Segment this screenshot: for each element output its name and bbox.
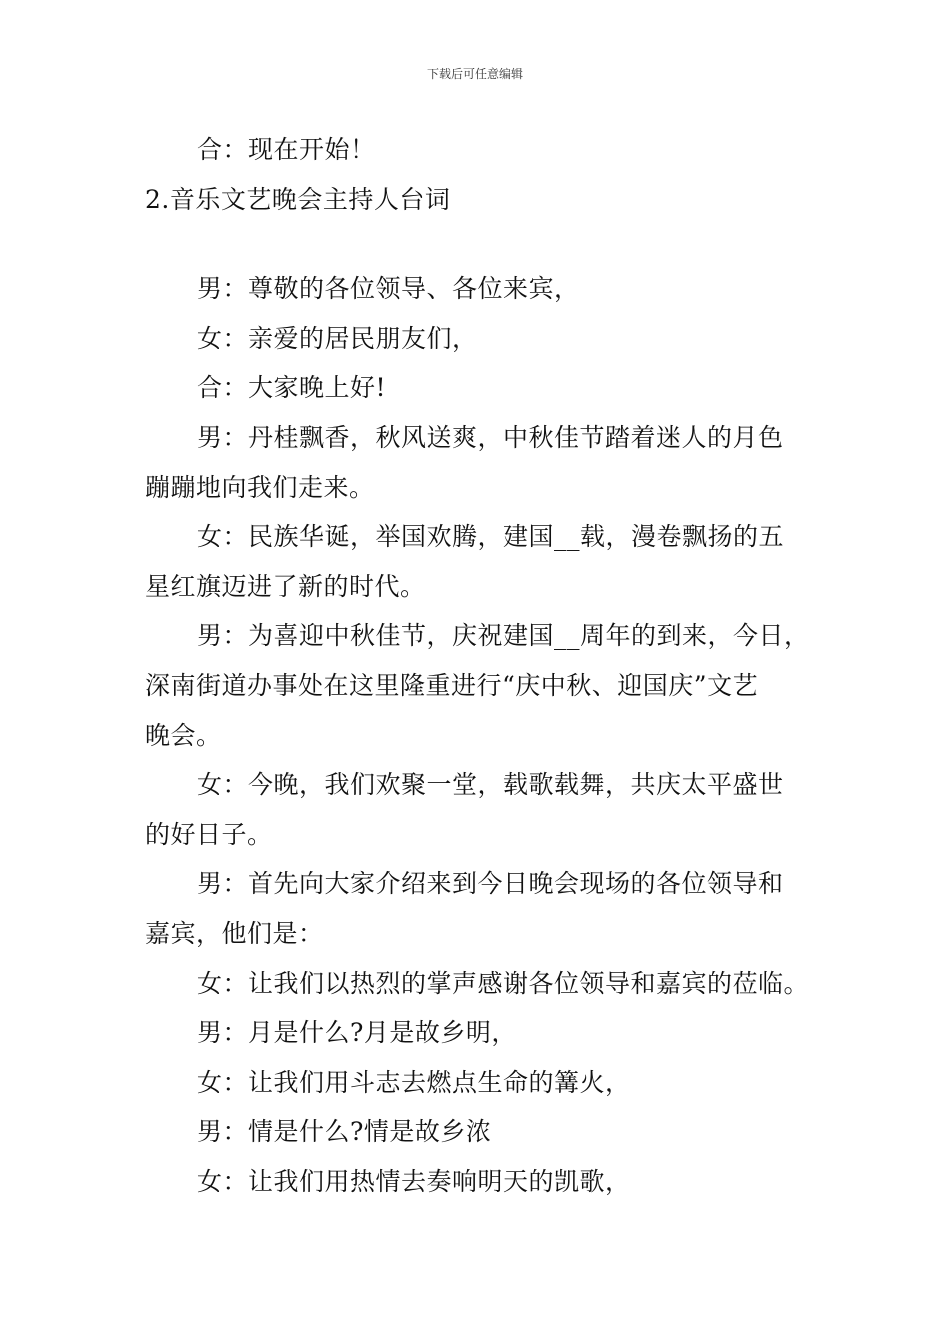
paragraph-line: 女：今晚，我们欢聚一堂，载歌载舞，共庆太平盛世 — [197, 770, 784, 800]
paragraph-line: 深南街道办事处在这里隆重进行“庆中秋、迎国庆”文艺 — [145, 670, 759, 700]
paragraph-line: 女：让我们用热情去奏响明天的凯歌， — [197, 1166, 631, 1196]
paragraph-line: 蹦蹦地向我们走来。 — [145, 472, 375, 502]
paragraph-line: 女：亲爱的居民朋友们， — [197, 323, 478, 353]
paragraph-line: 男：丹桂飘香，秋风送爽，中秋佳节踏着迷人的月色 — [197, 422, 784, 452]
paragraph-line: 男：首先向大家介绍来到今日晚会现场的各位领导和 — [197, 869, 784, 899]
paragraph-line: 星红旗迈进了新的时代。 — [145, 571, 426, 601]
paragraph-line: 晚会。 — [145, 720, 222, 750]
paragraph-line: 女：让我们用斗志去燃点生命的篝火， — [197, 1067, 631, 1097]
paragraph-line: 女：民族华诞，举国欢腾，建国__载，漫卷飘扬的五 — [197, 522, 785, 552]
paragraph-line: 女：让我们以热烈的掌声感谢各位领导和嘉宾的莅临。 — [197, 968, 810, 998]
paragraph-line: 合：大家晚上好! — [197, 373, 387, 403]
blank-gap — [145, 224, 815, 264]
section-heading: 2.音乐文艺晚会主持人台词 — [145, 184, 451, 214]
page-header-note: 下载后可任意编辑 — [426, 67, 523, 81]
paragraph-line: 合：现在开始！ — [197, 135, 376, 164]
paragraph-line: 男：尊敬的各位领导、各位来宾， — [197, 274, 580, 304]
paragraph-line: 的好日子。 — [145, 819, 273, 849]
document-body — [145, 125, 815, 1206]
paragraph-line: 男：为喜迎中秋佳节，庆祝建国__周年的到来，今日， — [197, 621, 810, 651]
paragraph-line: 男：月是什么?月是故乡明， — [197, 1018, 517, 1048]
paragraph-line: 男：情是什么?情是故乡浓 — [197, 1117, 492, 1147]
paragraph-line: 嘉宾，他们是： — [145, 918, 324, 948]
